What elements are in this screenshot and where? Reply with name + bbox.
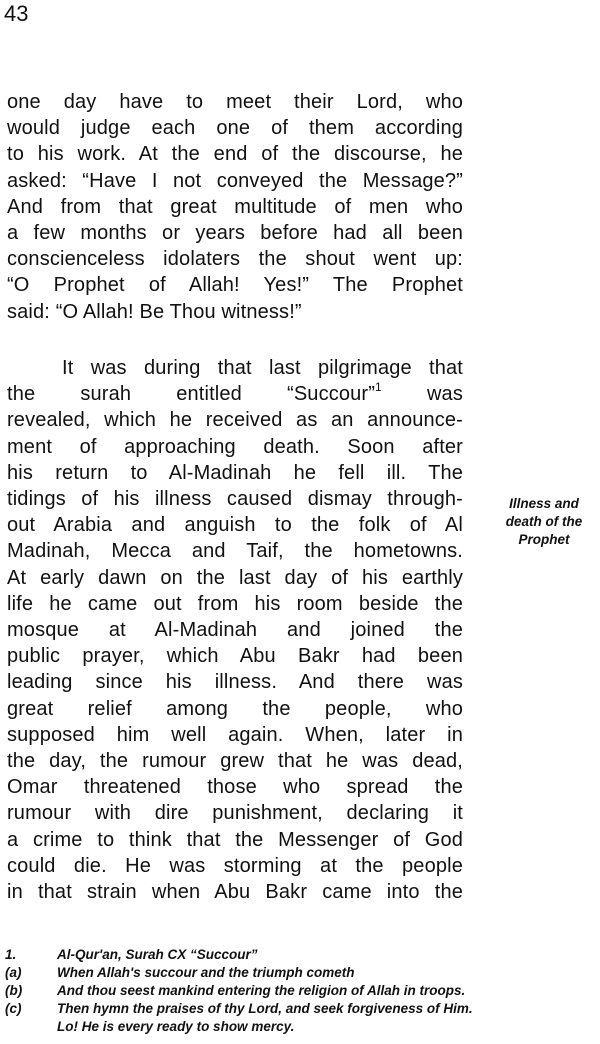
footnote-text: Lo! He is every ready to show mercy. [57, 1019, 295, 1034]
text-line: said: “O Allah! Be Thou witness!” [7, 300, 302, 323]
footnote-row [5, 946, 595, 964]
text-line: And from that great multitude of men who [7, 195, 463, 218]
text-line: leading since his illness. And there was [7, 671, 463, 694]
footnote-text: Then hymn the praises of thy Lord, and seek forgiveness of Him. [57, 1001, 473, 1016]
footnote-marker [5, 1018, 57, 1036]
paragraph-1 [7, 89, 463, 325]
text-line: in that strain when Abu Bakr came into the [7, 881, 463, 904]
text-line: out Arabia and anguish to the folk of Al [7, 514, 463, 537]
text-line: would judge each one of them according [7, 117, 463, 140]
text-line: life he came out from his room beside the [7, 592, 463, 615]
text-line: a crime to think that the Messenger of God [7, 828, 463, 851]
text-segment: was [381, 383, 463, 406]
text-line: could die. He was storming at the people [7, 854, 463, 877]
footnote-marker: (b) [5, 983, 23, 998]
margin-note-line: Prophet [518, 532, 570, 547]
footnote-marker: (a) [5, 965, 22, 980]
footnote-marker: (c) [5, 1001, 22, 1016]
text-line: Omar threatened those who spread the [7, 776, 463, 799]
text-segment: the surah entitled “Succour” [7, 383, 376, 406]
footnote-row [5, 964, 595, 982]
footnote-marker: 1. [5, 947, 17, 962]
text-line: his return to Al-Madinah he fell ill. The [7, 461, 463, 484]
text-line: ment of approaching death. Soon after [7, 435, 463, 458]
text-line: great relief among the people, who [7, 697, 463, 720]
text-line: At early dawn on the last day of his earthly [7, 566, 463, 589]
footnote-reference: 1 [375, 380, 382, 395]
margin-note [488, 495, 600, 549]
text-line: It was during that last pilgrimage that [62, 357, 463, 379]
text-line: revealed, which he received as an announce- [7, 409, 463, 432]
margin-note-line: Illness and [509, 496, 579, 511]
footnote-row [5, 1000, 595, 1018]
margin-note-line: death of the [505, 514, 583, 529]
text-line: conscienceless idolaters the shout went up: [7, 248, 463, 271]
text-line: Madinah, Mecca and Taif, the hometowns. [7, 540, 463, 563]
footnote-text: And thou seest mankind entering the religion of Allah in troops. [57, 983, 466, 998]
paragraph-2 [7, 355, 463, 905]
text-line: supposed him well again. When, later in [7, 723, 463, 746]
text-line: to his work. At the end of the discourse, he [7, 143, 463, 166]
text-line: asked: “Have I not conveyed the Message?” [7, 169, 463, 192]
footnotes [5, 946, 595, 1036]
text-line: “O Prophet of Allah! Yes!” The Prophet [7, 274, 463, 297]
text-line: public prayer, which Abu Bakr had been [7, 645, 463, 668]
footnote-text: Al-Qur'an, Surah CX “Succour” [57, 947, 258, 962]
text-line: the day, the rumour grew that he was dead, [7, 750, 463, 773]
footnote-row [5, 982, 595, 1000]
text-line: one day have to meet their Lord, who [7, 91, 463, 113]
text-line: tidings of his illness caused dismay through- [7, 488, 463, 511]
text-line-with-footnote-ref [7, 381, 463, 407]
footnote-row [5, 1018, 595, 1036]
text-line: mosque at Al-Madinah and joined the [7, 619, 463, 642]
footnote-text: When Allah's succour and the triumph cometh [57, 965, 355, 980]
text-line: a few months or years before had all been [7, 222, 463, 245]
page-number: 43 [4, 1, 29, 26]
text-line: rumour with dire punishment, declaring it [7, 802, 463, 825]
